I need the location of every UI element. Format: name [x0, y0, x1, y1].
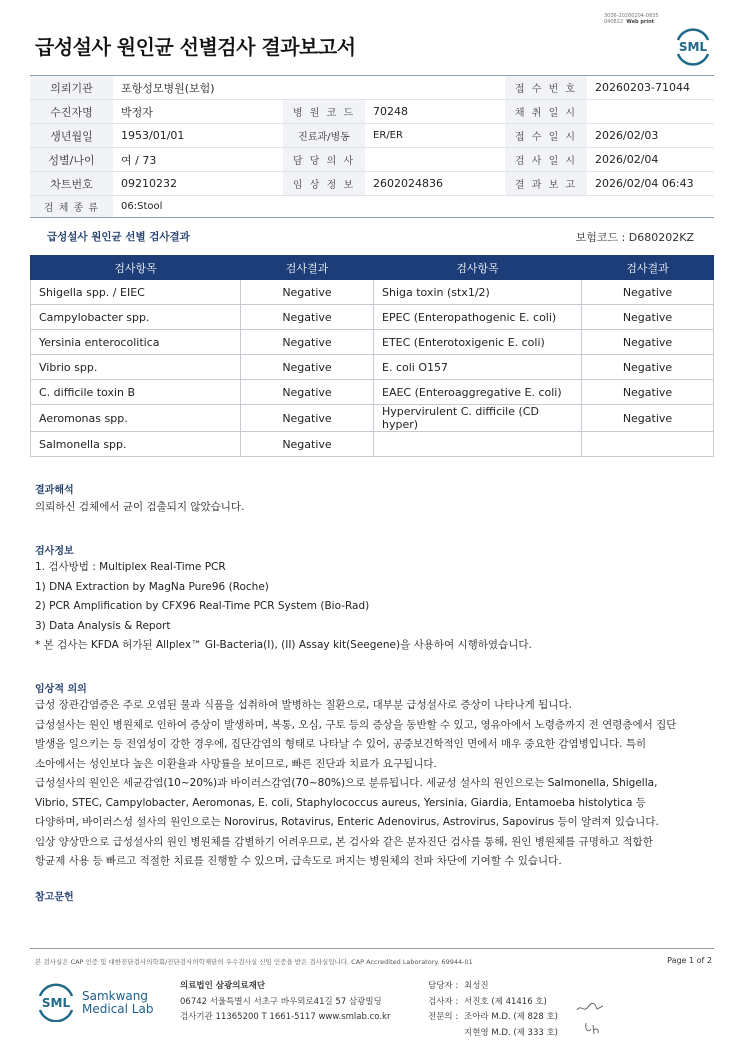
staff-list [428, 979, 558, 1041]
test-result: Negative [582, 405, 714, 432]
clinical-line: Vibrio, STEC, Campylobacter, Aeromonas, E. coli, Staphylococcus aureus, Yersinia, Giardia, Entamoeba histolytica 등 [35, 796, 646, 809]
test-result: Negative [241, 380, 374, 405]
info-row [30, 100, 714, 124]
results-header-row [31, 256, 714, 280]
print-code: 040822 Web print [604, 19, 655, 25]
results-table [30, 255, 714, 457]
label-test-date: 검 사 일 시 [505, 148, 587, 172]
organization-info [180, 979, 390, 1026]
header-test-item: 검사항목 [374, 256, 582, 280]
result-row [31, 380, 714, 405]
insurance-code: 보험코드 : D680202KZ [575, 231, 694, 244]
value-patient-name: 박정자 [113, 100, 283, 124]
label-sex-age: 성별/나이 [30, 148, 113, 172]
clinical-title: 임상적 의의 [35, 684, 87, 695]
label-institution: 의뢰기관 [30, 76, 113, 100]
clinical-line: 급성설사는 원인 병원체로 인하여 증상이 발생하며, 복통, 오심, 구토 등의 증상을 동반할 수 있고, 영유아에서 노령층까지 전 연령층에서 집단 [35, 718, 677, 731]
info-row [30, 148, 714, 172]
info-row [30, 196, 714, 218]
label-specimen: 검 체 종 류 [30, 196, 113, 218]
header-test-result: 검사결과 [241, 256, 374, 280]
test-item: Aeromonas spp. [31, 405, 241, 432]
test-result: Negative [582, 330, 714, 355]
test-result: Negative [582, 380, 714, 405]
label-receipt-date: 접 수 일 시 [505, 124, 587, 148]
value-hospital-code: 70248 [365, 100, 505, 124]
result-row [31, 280, 714, 305]
test-info-line: 2) PCR Amplification by CFX96 Real-Time PCR System (Bio-Rad) [35, 600, 370, 612]
result-row [31, 432, 714, 457]
value-institution: 포항성모병원(보험) [113, 76, 505, 100]
clinical-line: 임상 양상만으로 급성설사의 원인 병원체를 감별하기 어려우므로, 본 검사와 같은 분자진단 검사를 통해, 원인 병원체를 규명하고 적합한 [35, 835, 653, 848]
result-row [31, 305, 714, 330]
result-row [31, 355, 714, 380]
clinical-line: 다양하며, 바이러스성 설사의 원인으로는 Norovirus, Rotavirus, Enteric Adenovirus, Astrovirus, Sapovirus 등이 알려져 있습니다. [35, 816, 659, 828]
test-item: EPEC (Enteropathogenic E. coli) [374, 305, 582, 330]
interpretation-text: 의뢰하신 검체에서 균이 검출되지 않았습니다. [35, 501, 245, 513]
test-item: Salmonella spp. [31, 432, 241, 457]
label-clinical-info: 임 상 정 보 [283, 172, 365, 196]
test-item: E. coli O157 [374, 355, 582, 380]
interpretation-title: 결과해석 [35, 485, 74, 496]
staff-row: 검사자 : 서진호 (제 41416 호) [428, 996, 547, 1007]
results-heading: 급성설사 원인균 선별 검사결과 [47, 231, 190, 243]
signature-2 [582, 1020, 602, 1036]
result-row [31, 330, 714, 355]
test-item [374, 432, 582, 457]
signature-1 [575, 1001, 605, 1015]
value-birthdate: 1953/01/01 [113, 124, 283, 148]
test-item: EAEC (Enteroaggregative E. coli) [374, 380, 582, 405]
header-test-item: 검사항목 [31, 256, 241, 280]
value-doctor [365, 148, 505, 172]
print-id: 3036-20260204-0835 [604, 13, 659, 19]
test-item: Vibrio spp. [31, 355, 241, 380]
test-item: Campylobacter spp. [31, 305, 241, 330]
value-test-date: 2026/02/04 [587, 148, 714, 172]
staff-row: 전문의 : 조아라 M.D. (제 828 호) [428, 1012, 559, 1022]
print-meta [604, 13, 684, 25]
value-chart-no: 09210232 [113, 172, 283, 196]
label-receipt-no: 접 수 번 호 [505, 76, 587, 100]
svg-text:SML: SML [678, 40, 708, 54]
test-item: Hypervirulent C. difficile (CD hyper) [374, 405, 582, 432]
patient-info-table [30, 75, 714, 218]
label-hospital-code: 병 원 코 드 [283, 100, 365, 124]
test-result: Negative [241, 330, 374, 355]
label-birthdate: 생년월일 [30, 124, 113, 148]
test-result: Negative [582, 280, 714, 305]
org-contact: 검사기관 11365200 T 1661-5117 www.smlab.co.kr [180, 1012, 391, 1022]
test-item: Yersinia enterocolitica [31, 330, 241, 355]
clinical-line: 급성설사의 원인은 세균감염(10~20%)과 바이러스감염(70~80%)으로 분류됩니다. 세균성 설사의 원인으로는 Salmonella, Shigella, [35, 777, 658, 789]
clinical-line: 급성 장관감염증은 주로 오염된 물과 식품을 섭취하여 발병하는 질환으로, 대부분 급성설사로 증상이 나타나게 됩니다. [35, 699, 572, 711]
test-item: ETEC (Enterotoxigenic E. coli) [374, 330, 582, 355]
test-info-line: * 본 검사는 KFDA 허가된 Allplex™ GI-Bacteria(I), (II) Assay kit(Seegene)을 사용하여 시행하였습니다. [35, 639, 532, 651]
test-result: Negative [241, 432, 374, 457]
info-row [30, 76, 714, 100]
info-row [30, 172, 714, 196]
clinical-line: 소아에서는 성인보다 높은 이환율과 사망률을 보이므로, 빠른 진단과 치료가 요구됩니다. [35, 757, 437, 770]
value-receipt-no: 20260203-71044 [587, 76, 714, 100]
test-result: Negative [582, 355, 714, 380]
clinical-line: 발생을 일으키는 등 전염성이 강한 경우에, 집단감염의 형태로 나타날 수 있어, 공중보건학적인 면에서 매우 중요한 감염병입니다. 특히 [35, 738, 647, 750]
svg-text:SML: SML [41, 996, 71, 1010]
label-department: 진료과/병동 [283, 124, 365, 148]
value-collection-date [587, 100, 714, 124]
page-number: Page 1 of 2 [667, 956, 712, 965]
label-collection-date: 채 취 일 시 [505, 100, 587, 124]
value-department: ER/ER [365, 124, 505, 148]
test-info-line: 3) Data Analysis & Report [35, 619, 171, 632]
org-name: 의료법인 삼광의료재단 [180, 981, 266, 991]
staff-row: 지현영 M.D. (제 333 호) [464, 1027, 559, 1038]
test-item: Shigella spp. / EIEC [31, 280, 241, 305]
label-report-date: 결 과 보 고 [505, 172, 587, 196]
label-patient-name: 수진자명 [30, 100, 113, 124]
test-item: Shiga toxin (stx1/2) [374, 280, 582, 305]
label-chart-no: 차트번호 [30, 172, 113, 196]
test-result: Negative [582, 305, 714, 330]
value-report-date: 2026/02/04 06:43 [587, 172, 714, 196]
sml-logo [35, 982, 77, 1022]
report-title: 급성설사 원인균 선별검사 결과보고서 [35, 35, 356, 59]
info-row [30, 124, 714, 148]
value-clinical-info: 2602024836 [365, 172, 505, 196]
test-info-body [35, 558, 715, 656]
org-address: 06742 서울특별시 서초구 바우뫼로41길 57 삼광빌딩 [180, 996, 382, 1007]
clinical-body [35, 696, 715, 872]
test-result: Negative [241, 405, 374, 432]
footer-divider [30, 948, 714, 949]
clinical-line: 항균제 사용 등 빠르고 적절한 치료를 진행할 수 있으며, 급속도로 퍼지는 병원체의 전파 차단에 기여할 수 있습니다. [35, 855, 562, 867]
test-result [582, 432, 714, 457]
staff-row: 담당자 : 최성진 [428, 981, 489, 991]
test-info-line: 1. 검사방법 : Multiplex Real-Time PCR [35, 561, 226, 573]
test-result: Negative [241, 355, 374, 380]
brand-name: Samkwang Medical Lab [82, 989, 154, 1016]
test-item: C. difficile toxin B [31, 380, 241, 405]
value-sex-age: 여 / 73 [113, 148, 283, 172]
label-doctor: 담 당 의 사 [283, 148, 365, 172]
test-info-line: 1) DNA Extraction by MagNa Pure96 (Roche) [35, 580, 269, 593]
test-result: Negative [241, 280, 374, 305]
test-info-title: 검사정보 [35, 546, 74, 557]
sml-logo [672, 26, 714, 66]
value-receipt-date: 2026/02/03 [587, 124, 714, 148]
value-specimen: 06:Stool [113, 196, 714, 218]
header-test-result: 검사결과 [582, 256, 714, 280]
accreditation-note: 본 검사실은 CAP 인증 및 대한진단검사의학회/진단검사의학재단의 우수검사실 신임 인증을 받은 검사실입니다. CAP Accredited Laboratory. 69944-01 [35, 958, 473, 966]
test-result: Negative [241, 305, 374, 330]
references-title: 참고문헌 [35, 892, 74, 903]
result-row [31, 405, 714, 432]
